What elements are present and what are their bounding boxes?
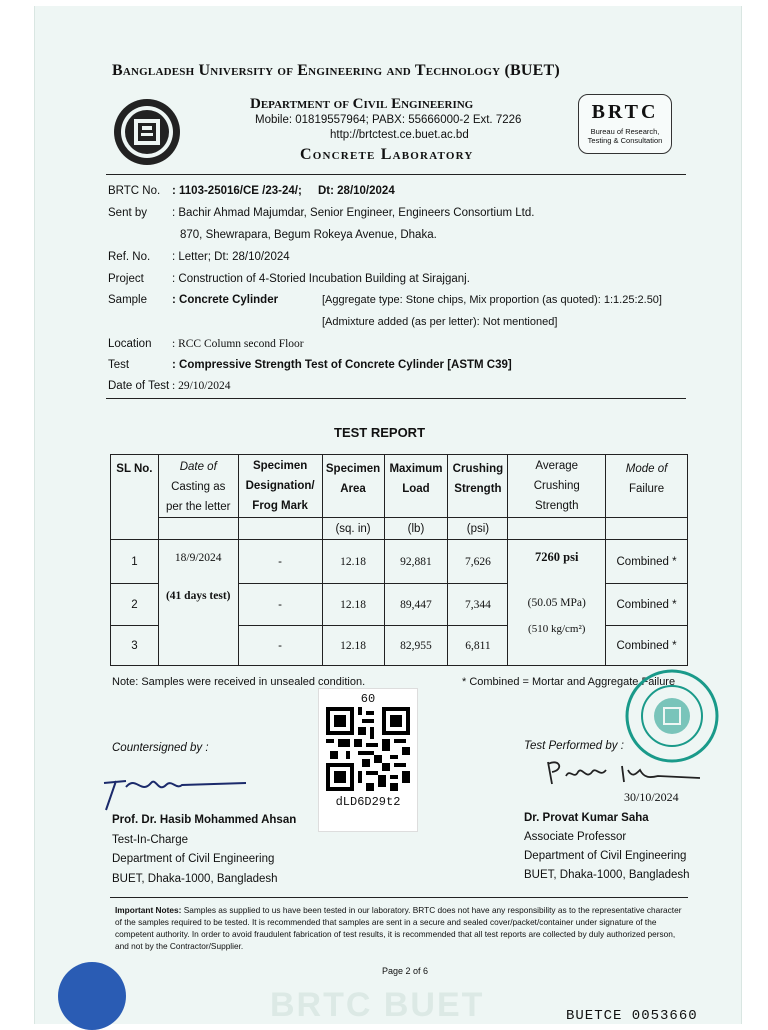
important-notes	[115, 904, 690, 952]
test-performed-title: Test Performed by :	[524, 740, 624, 752]
brtc-no-label: BRTC No.	[108, 185, 161, 197]
test-label: Test	[108, 359, 130, 371]
units-mode	[606, 518, 688, 540]
brtc-date: Dt: 28/10/2024	[318, 185, 395, 197]
header-mode: Mode of Failure	[606, 455, 688, 518]
test-performed-date: 30/10/2024	[624, 790, 679, 804]
project-label: Project	[108, 273, 144, 285]
cell-average	[508, 540, 606, 666]
header-load: Maximum Load	[384, 455, 448, 518]
ref-label: Ref. No.	[108, 251, 151, 263]
cell-designation: -	[238, 540, 322, 584]
signature-right-icon	[540, 756, 710, 790]
sample-label: Sample	[108, 294, 147, 306]
cell-strength: 7,344	[448, 584, 508, 626]
right-signatory-name: Dr. Provat Kumar Saha	[524, 812, 649, 824]
qr-number: 60	[360, 692, 376, 706]
buet-logo-icon	[112, 97, 182, 167]
cell-area: 12.18	[322, 626, 384, 666]
location-value: : RCC Column second Floor	[172, 338, 304, 350]
test-value: : Compressive Strength Test of Concrete Cylinder [ASTM C39]	[172, 359, 512, 371]
cell-designation: -	[238, 626, 322, 666]
average-kg: (510 kg/cm²)	[528, 623, 586, 635]
sent-by-label: Sent by	[108, 207, 147, 219]
divider-bottom	[106, 398, 686, 399]
note-right: * Combined = Mortar and Aggregate Failure	[462, 676, 676, 688]
cell-designation: -	[238, 584, 322, 626]
table-row	[111, 540, 688, 584]
date-of-test-value: : 29/10/2024	[172, 380, 231, 392]
brtc-logo-text: BRTC	[591, 101, 659, 123]
cell-load: 89,447	[384, 584, 448, 626]
brtc-logo	[578, 94, 672, 154]
countersigned-title: Countersigned by :	[112, 742, 209, 754]
brtc-no-value: : 1103-25016/CE /23-24/;	[172, 185, 302, 197]
footer-watermark: BRTC BUET	[270, 986, 485, 1024]
sent-by-address: 870, Shewrapara, Begum Rokeya Avenue, Dhaka.	[180, 229, 437, 241]
lab-name: Concrete Laboratory	[300, 146, 474, 163]
sample-admixture: [Admixture added (as per letter): Not mentioned]	[322, 316, 558, 328]
blue-seal-icon	[58, 962, 126, 1030]
contact-info: Mobile: 01819557964; PABX: 55666000-2 Ext. 7226	[255, 114, 522, 126]
cell-failure: Combined *	[606, 540, 688, 584]
qr-code-icon	[326, 707, 410, 791]
brtc-caption-line2: Testing & Consultation	[587, 136, 663, 145]
cell-load: 92,881	[384, 540, 448, 584]
report-title: TEST REPORT	[334, 425, 426, 440]
cell-failure: Combined *	[606, 584, 688, 626]
sample-value: : Concrete Cylinder	[172, 294, 279, 306]
header-specimen: Specimen Designation/ Frog Mark	[238, 455, 322, 518]
serial-number: BUETCE 0053660	[566, 1008, 698, 1024]
project-value: : Construction of 4-Storied Incubation Building at Sirajganj.	[172, 273, 470, 285]
average-psi: 7260 psi	[535, 550, 579, 564]
average-mpa: (50.05 MPa)	[527, 597, 586, 609]
test-report-table	[110, 454, 688, 666]
important-notes-label: Important Notes:	[115, 905, 182, 915]
units-specimen	[238, 518, 322, 540]
cell-sl: 2	[111, 584, 159, 626]
table-units-row	[111, 518, 688, 540]
location-label: Location	[108, 338, 152, 350]
left-signatory-address: BUET, Dhaka-1000, Bangladesh	[112, 873, 278, 885]
table-header-row	[111, 455, 688, 518]
units-area: (sq. in)	[322, 518, 384, 540]
sample-aggregate: [Aggregate type: Stone chips, Mix proportion (as quoted): 1:1.25:2.50]	[322, 294, 662, 306]
university-name: Bangladesh University of Engineering and Technology (BUET)	[112, 62, 560, 79]
buet-seal-stamp-icon	[624, 668, 720, 764]
website-url: http://brtctest.ce.buet.ac.bd	[330, 129, 469, 141]
cell-load: 82,955	[384, 626, 448, 666]
brtc-caption-line1: Bureau of Research,	[590, 127, 660, 136]
qr-code-text: dLD6D29t2	[335, 795, 401, 809]
left-signatory-dept: Department of Civil Engineering	[112, 853, 275, 865]
right-signatory-dept: Department of Civil Engineering	[524, 850, 687, 862]
signature-left-icon	[96, 765, 256, 815]
cell-strength: 6,811	[448, 626, 508, 666]
header-area: Specimen Area	[322, 455, 384, 518]
important-notes-text: Samples as supplied to us have been tested in our laboratory. BRTC does not have any responsibility as to the representative character of the samples required to be tested. It is recommended that samples are sent in a secure and sealed cover/packet/container under signature of the competent authority. In order to avoid fraudulent fabrication of test results, it is recommended that all test reports are collected by duly authorized person, and not by the Contractor/Supplier.	[115, 905, 682, 951]
units-casting	[158, 518, 238, 540]
header-sl: SL No.	[111, 455, 159, 540]
date-of-test-label: Date of Test	[108, 380, 170, 392]
right-signatory-address: BUET, Dhaka-1000, Bangladesh	[524, 869, 690, 881]
header-crushing: Crushing Strength	[448, 455, 508, 518]
cell-area: 12.18	[322, 584, 384, 626]
cell-sl: 3	[111, 626, 159, 666]
divider-footer	[110, 897, 688, 898]
units-load: (lb)	[384, 518, 448, 540]
cell-failure: Combined *	[606, 626, 688, 666]
note-left: Note: Samples were received in unsealed condition.	[112, 676, 366, 688]
units-strength: (psi)	[448, 518, 508, 540]
page-number: Page 2 of 6	[382, 966, 429, 976]
ref-value: : Letter; Dt: 28/10/2024	[172, 251, 290, 263]
cell-casting-date	[158, 540, 238, 666]
cell-area: 12.18	[322, 540, 384, 584]
cell-sl: 1	[111, 540, 159, 584]
department-name: Department of Civil Engineering	[250, 96, 474, 112]
left-signatory-role: Test-In-Charge	[112, 834, 189, 846]
header-average: Average Crushing Strength	[508, 455, 606, 518]
divider-top	[106, 174, 686, 175]
right-signatory-role: Associate Professor	[524, 831, 627, 843]
header-casting: Date of Casting as per the letter	[158, 455, 238, 518]
cell-strength: 7,626	[448, 540, 508, 584]
days-test: (41 days test)	[165, 590, 231, 602]
qr-code-block	[318, 688, 418, 832]
casting-date: 18/9/2024	[174, 552, 222, 564]
left-signatory-name: Prof. Dr. Hasib Mohammed Ahsan	[112, 814, 297, 826]
units-average	[508, 518, 606, 540]
sent-by-value: : Bachir Ahmad Majumdar, Senior Engineer, Engineers Consortium Ltd.	[172, 207, 535, 219]
brtc-caption	[579, 127, 671, 145]
